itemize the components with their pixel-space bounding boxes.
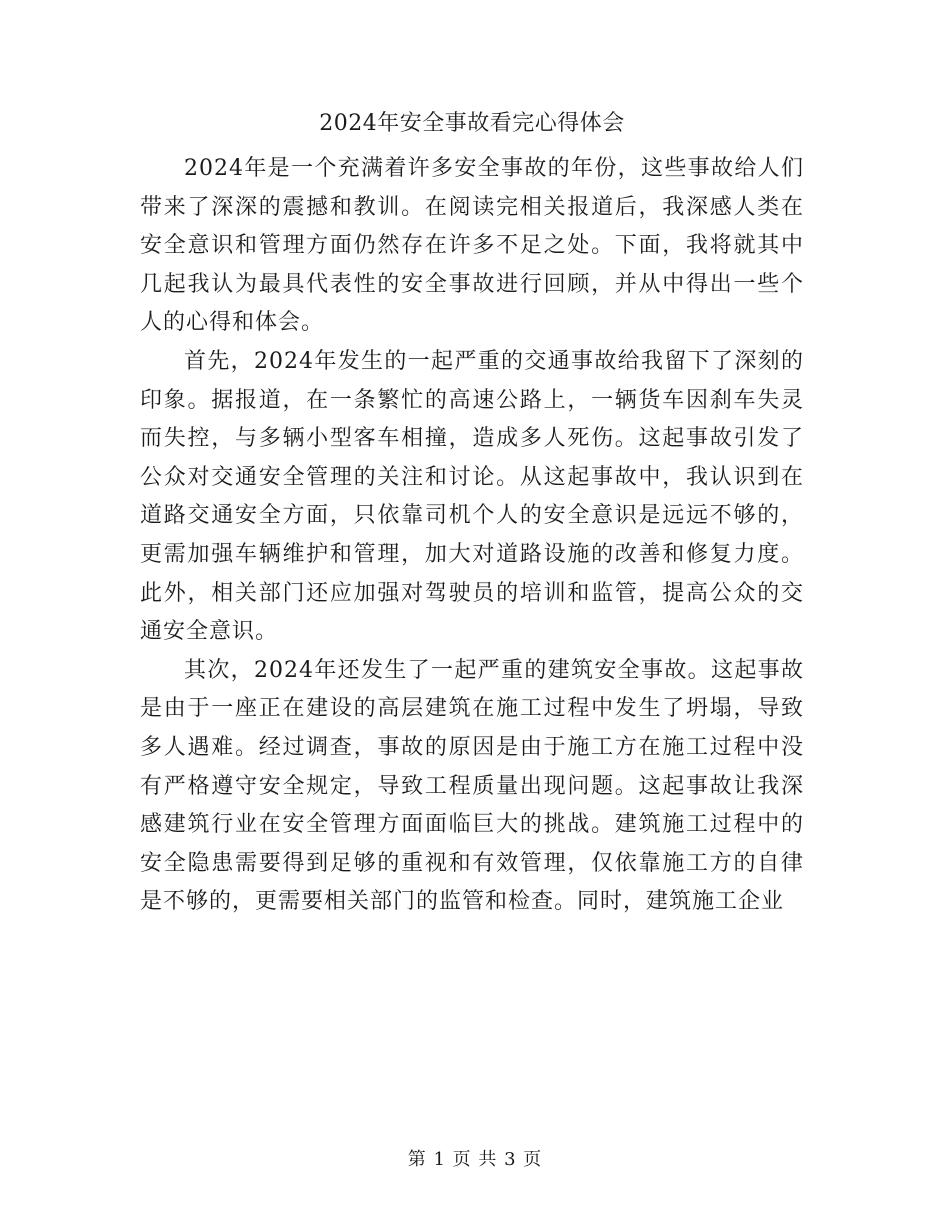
paragraph-construction-accident: 其次，2024年还发生了一起严重的建筑安全事故。这起事故是由于一座正在建设的高层建筑在施工过程中发生了坍塌，导致多人遇难。经过调查，事故的原因是由于施工方在施工过程中没有严格遵守安全规定，导致工程质量出现问题。这起事故让我深感建筑行业在安全管理方面面临巨大的挑战。建筑施工过程中的安全隐患需要得到足够的重视和有效管理，仅依靠施工方的自律是不够的，更需要相关部门的监管和检查。同时，建筑施工企业 — [140, 657, 804, 915]
paragraph-intro: 2024年是一个充满着许多安全事故的年份，这些事故给人们带来了深深的震撼和教训。在阅读完相关报道后，我深感人类在安全意识和管理方面仍然存在许多不足之处。下面，我将就其中几起我认为最具代表性的安全事故进行回顾，并从中得出一些个人的心得和体会。 — [140, 156, 804, 336]
document-title: 2024年安全事故看完心得体会 — [319, 111, 625, 136]
document-body — [140, 150, 804, 922]
page-number-footer: 第 1 页 共 3 页 — [407, 1149, 543, 1170]
paragraph-traffic-accident: 首先，2024年发生的一起严重的交通事故给我留下了深刻的印象。据报道，在一条繁忙的高速公路上，一辆货车因刹车失灵而失控，与多辆小型客车相撞，造成多人死伤。这起事故引发了公众对交通安全管理的关注和讨论。从这起事故中，我认识到在道路交通安全方面，只依靠司机个人的安全意识是远远不够的，更需加强车辆维护和管理，加大对道路设施的改善和修复力度。此外，相关部门还应加强对驾驶员的培训和监管，提高公众的交通安全意识。 — [140, 348, 804, 645]
